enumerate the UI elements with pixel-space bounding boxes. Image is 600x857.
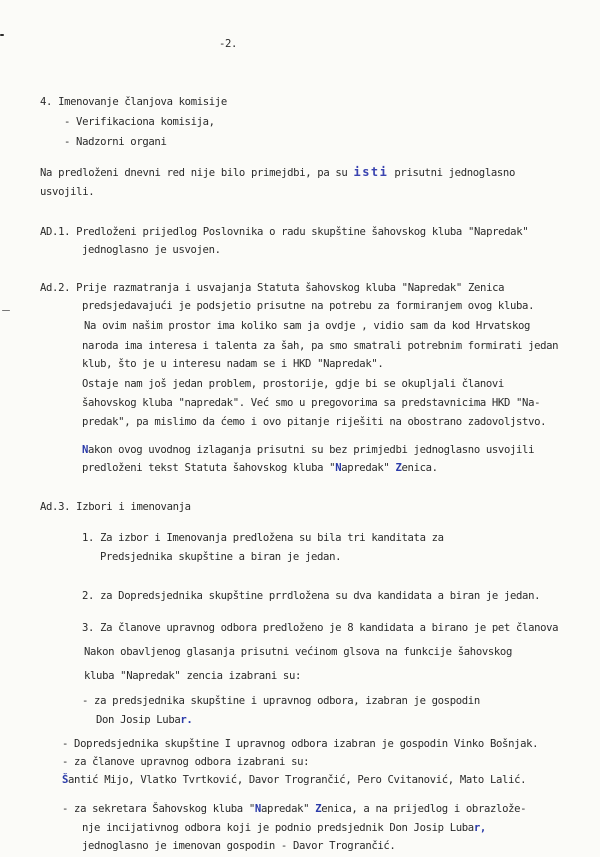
ad2-line-10-text-a: predloženi tekst Statuta šahovskog kluba " (82, 462, 336, 474)
ad2-line-6: Ostaje nam još jedan problem, prostorije, gdje bi se okupljali članovi (82, 378, 504, 390)
ad3-point1-line-2: Predsjednika skupštine a biran je jedan. (100, 551, 342, 563)
ad2-line-4: naroda ima interesa i talenta za šah, pa smo smatrali potrebnim formirati jedan (82, 340, 559, 352)
ad2-line-7: šahovskog kluba "napredak". Već smo u pregovorima sa predstavnicima HKD "Na- (82, 397, 541, 409)
ad2-line-8: predak", pa mislimo da ćemo i ovo pitanje riješiti na obostrano zadovoljstvo. (82, 416, 547, 428)
ad2-line-10-text-c: enica. (401, 462, 438, 474)
secretary-text-b: apredak" (260, 803, 316, 815)
board-members-heading: - za članove upravnog odbora izabrani su: (62, 756, 310, 768)
secretary-text-a: - za sekretara Šahovskog kluba " (62, 803, 255, 815)
ink-correction: Z (315, 803, 322, 815)
elected-president-name: Don Josip Luba (96, 714, 181, 726)
ad3-point2: 2. za Dopredsjednika skupštine prrdložena su dva kandidata a biran je jedan. (82, 590, 541, 602)
intro-text-a: Na predloženi dnevni red nije bilo primejdbi, pa su (40, 167, 348, 179)
intro-line-2: usvojili. (40, 186, 95, 198)
secretary-line-3: jednoglasno je imenovan gospodin - Davor Trogrančić. (82, 840, 396, 852)
secretary-line-1 (62, 803, 526, 816)
ad3-point3-line-2: Nakon obavljenog glasanja prisutni većinom glsova na funkcije šahovskog (84, 646, 512, 658)
ad1-line-2: jednoglasno je usvojen. (82, 244, 221, 256)
ad2-line-9 (82, 444, 534, 457)
agenda-item-4: 4. Imenovanje članjova komisije (40, 96, 227, 108)
ad2-line-5: klub, što je u interesu nadam se i HKD "Napredak". (82, 358, 384, 370)
ink-correction: Z (395, 462, 402, 474)
handwritten-word: isti (353, 165, 389, 179)
secretary-line-2 (82, 822, 486, 835)
ink-correction: N (335, 462, 342, 474)
ink-correction: N (254, 803, 261, 815)
ad3-heading: Ad.3. Izbori i imenovanja (40, 501, 191, 513)
agenda-sub-verification: - Verifikaciona komisija, (64, 116, 215, 128)
ad2-line-3: Na ovim našim prostor ima koliko sam ja ovdje , vidio sam da kod Hrvatskog (84, 320, 531, 332)
page-number: -2. (219, 38, 238, 50)
board-members-list (62, 774, 526, 787)
intro-line-1 (40, 166, 515, 180)
ad2-line-9-text: akon ovog uvodnog izlaganja prisutni su bez primjedbi jednoglasno usvojili (88, 444, 535, 456)
ad1-line-1: AD.1. Predloženi prijedlog Poslovnika o radu skupštine šahovskog kluba "Napredak" (40, 226, 529, 238)
elected-president-line-2 (96, 714, 192, 727)
board-members-names: antić Mijo, Vlatko Tvrtković, Davor Trogrančić, Pero Cvitanović, Mato Lalić. (68, 774, 527, 786)
ad3-point3-line-1: 3. Za članove upravnog odbora predloženo je 8 kandidata a birano je pet članova (82, 622, 559, 634)
scan-mark-middle (2, 310, 10, 311)
secretary-line-2-text: nje incijativnog odbora koji je podnio predsjednik Don Josip Luba (82, 822, 474, 834)
ad3-point3-line-3: kluba "Napredak" zencia izabrani su: (84, 670, 302, 682)
ad2-line-1: Ad.2. Prije razmatranja i usvajanja Statuta šahovskog kluba "Napredak" Zenica (40, 282, 505, 294)
ad2-line-10 (82, 462, 438, 475)
agenda-sub-supervisory: - Nadzorni organi (64, 136, 167, 148)
ink-correction: N (82, 444, 89, 456)
intro-text-b: prisutni jednoglasno (394, 167, 515, 179)
ad2-line-10-text-b: apredak" (341, 462, 396, 474)
elected-president-line-1: - za predsjednika skupštine i upravnog odbora, izabran je gospodin (82, 695, 480, 707)
ad3-point1-line-1: 1. Za izbor i Imenovanja predložena su bila tri kanditata za (82, 532, 444, 544)
ink-correction: r, (473, 822, 486, 834)
ink-correction: Š (62, 774, 69, 786)
secretary-text-c: enica, a na prijedlog i obrazlože- (321, 803, 527, 815)
ad2-line-2: predsjedavajući je podsjetio prisutne na potrebu za formiranjem ovog kluba. (82, 300, 535, 312)
ink-correction: r. (180, 714, 193, 726)
scan-mark-top (0, 34, 4, 36)
elected-vice-president: - Dopredsjednika skupštine I upravnog odbora izabran je gospodin Vinko Bošnjak. (62, 738, 539, 750)
